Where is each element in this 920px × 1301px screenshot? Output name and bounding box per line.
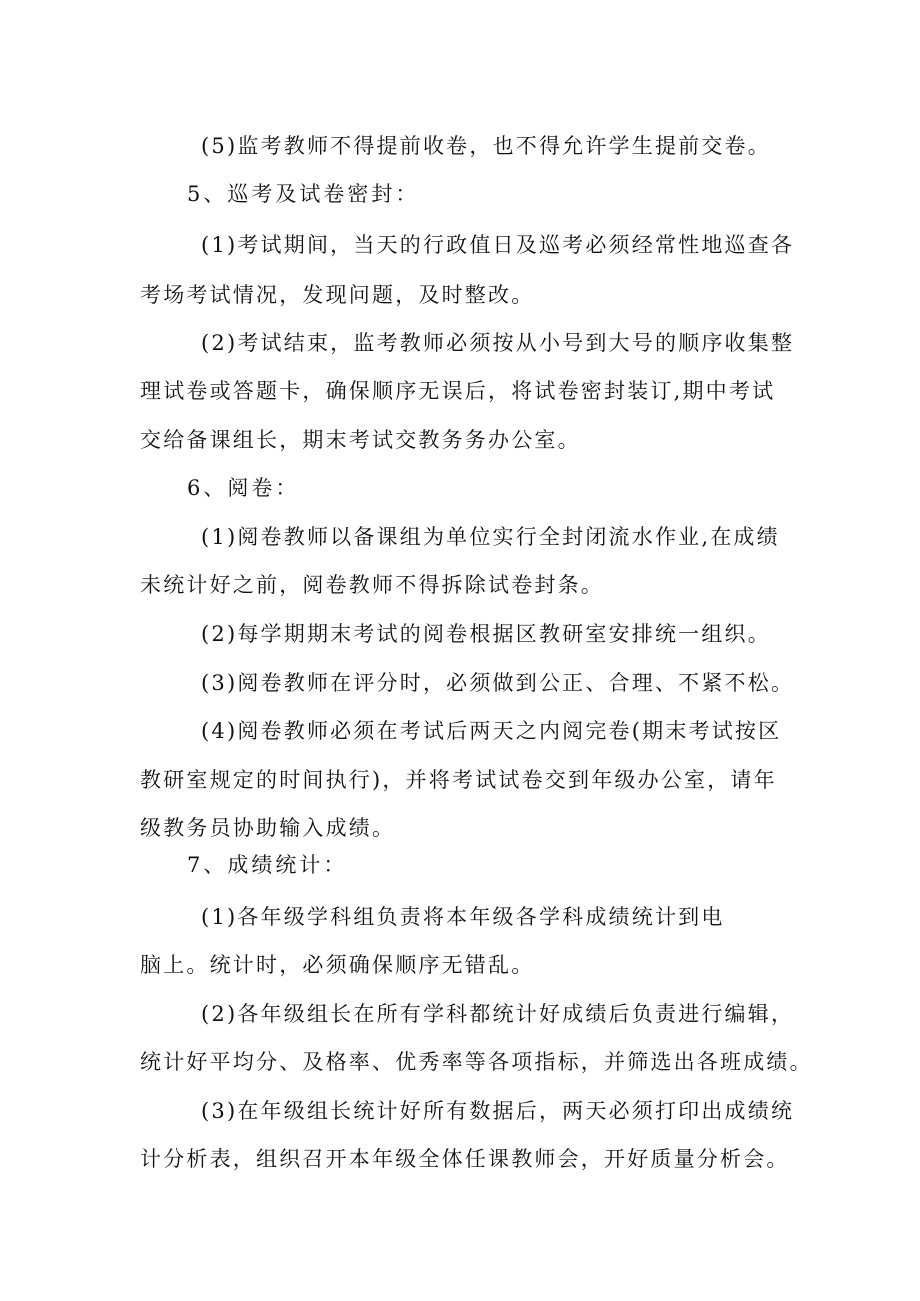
paragraph-line: (4)阅卷教师必须在考试后两天之内阅完卷(期末考试按区: [201, 719, 782, 743]
paragraph-line: (2)每学期期末考试的阅卷根据区教研室安排统一组织。: [201, 622, 771, 646]
paragraph-line: (5)监考教师不得提前收卷，也不得允许学生提前交卷。: [201, 134, 771, 158]
paragraph-line: 理试卷或答题卡，确保顺序无误后，将试卷密封装订,期中考试: [140, 379, 776, 403]
section-heading-6: 6、阅卷：: [187, 476, 300, 500]
paragraph-line: 考场考试情况，发现问题，及时整改。: [140, 283, 535, 307]
paragraph-line: (2)各年级组长在所有学科都统计好成绩后负责进行编辑，: [201, 1002, 795, 1026]
paragraph-line: (1)各年级学科组负责将本年级各学科成绩统计到电: [201, 905, 725, 929]
paragraph-line: (3)在年级组长统计好所有数据后，两天必须打印出成绩统: [201, 1099, 795, 1123]
paragraph-line: 级教务员协助输入成绩。: [140, 816, 396, 840]
paragraph-line: 统计好平均分、及格率、优秀率等各项指标，并筛选出各班成绩。: [140, 1050, 813, 1074]
paragraph-line: (3)阅卷教师在评分时，必须做到公正、合理、不紧不松。: [201, 671, 795, 695]
section-heading-7: 7、成绩统计：: [187, 853, 348, 877]
paragraph-line: 计分析表，组织召开本年级全体任课教师会，开好质量分析会。: [140, 1147, 790, 1171]
paragraph-line: 未统计好之前，阅卷教师不得拆除试卷封条。: [140, 573, 604, 597]
paragraph-line: 教研室规定的时间执行)，并将考试试卷交到年级办公室，请年: [140, 768, 777, 792]
paragraph-line: 脑上。统计时，必须确保顺序无错乱。: [140, 953, 535, 977]
paragraph-line: 交给备课组长，期末考试交教务务办公室。: [140, 428, 581, 452]
section-heading-5: 5、巡考及试卷密封：: [187, 182, 420, 206]
paragraph-line: (2)考试结束，监考教师必须按从小号到大号的顺序收集整: [201, 331, 795, 355]
paragraph-line: (1)考试期间，当天的行政值日及巡考必须经常性地巡查各: [201, 233, 795, 257]
paragraph-line: (1)阅卷教师以备课组为单位实行全封闭流水作业,在成绩: [201, 525, 780, 549]
